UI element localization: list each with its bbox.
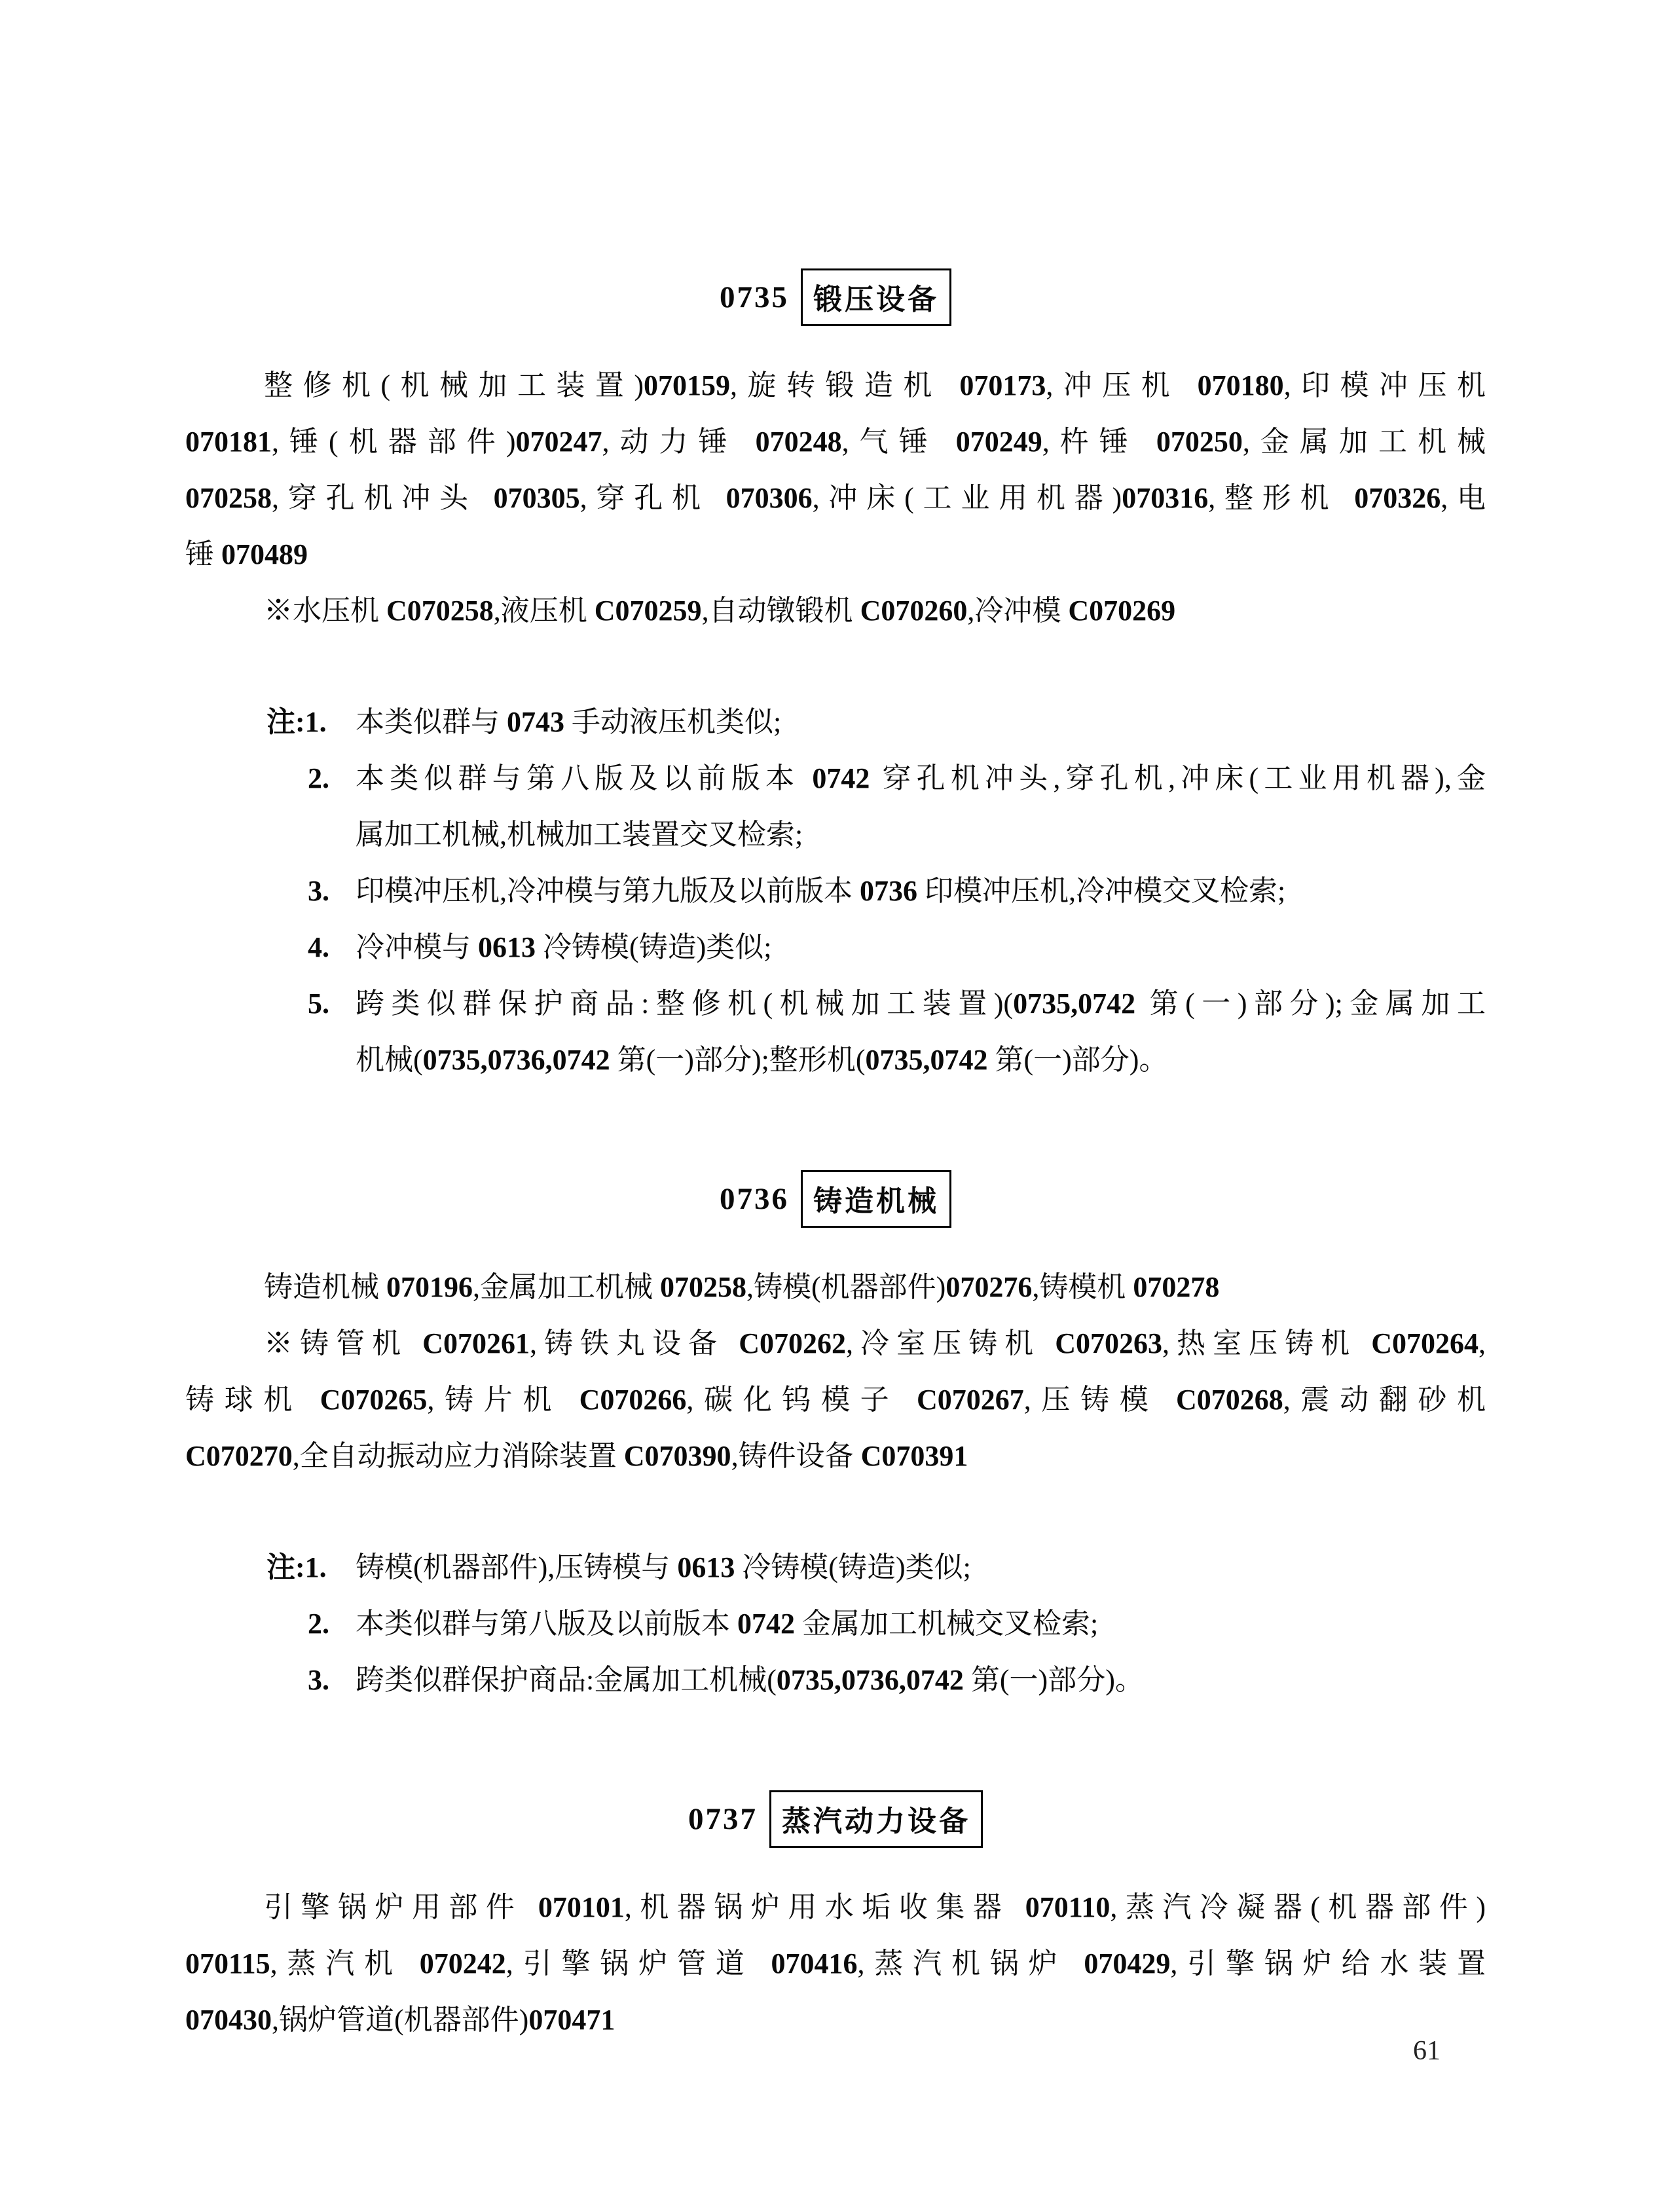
code-number: C070391 [860,1440,968,1472]
text-run: ※水压机 [264,595,386,627]
code-number: C070270 [185,1440,293,1472]
paragraph [185,583,1486,639]
section-code: 0736 [720,1182,789,1216]
code-number: 070278 [1133,1271,1220,1303]
code-number: 0743 [507,706,564,738]
text-run: ,蒸汽冷凝器(机器部件) [1110,1891,1486,1923]
code-number: 070101 [538,1891,625,1923]
notes [185,1539,1486,1708]
code-number: C070258 [386,595,494,627]
text-line [356,976,1486,1032]
code-number: 070196 [386,1271,473,1303]
code-number: 070316 [1122,482,1209,514]
text-line [185,1992,1486,2048]
code-number: C070259 [594,595,702,627]
text-run: 铸球机 [185,1384,320,1416]
text-line [356,919,1486,976]
code-number: 070430 [185,2004,272,2036]
text-run: 本类似群与第八版及以前版本 [356,762,813,794]
note-item [185,1596,1486,1652]
paragraph [185,358,1486,583]
text-run: 冷铸模(铸造)类似; [536,931,772,963]
text-run: ,印模冲压机 [1283,369,1486,401]
code-number: 070247 [515,426,602,458]
text-line [185,1879,1486,1936]
text-line [356,694,1486,750]
text-line [185,1936,1486,1992]
code-number: 0742 [737,1608,795,1640]
note-marker: 2. [308,762,329,794]
text-run: 第(一)部分)。 [987,1044,1168,1076]
section-title-box: 蒸汽动力设备 [769,1790,983,1848]
text-run: 印模冲压机,冷冲模交叉检索; [917,875,1286,907]
note-item [185,694,1486,750]
text-run: ,热室压铸机 [1162,1327,1372,1359]
section-0736 [185,1170,1486,1708]
text-line [185,1316,1486,1372]
code-number: 0742 [812,762,870,794]
note-marker: 3. [308,875,329,907]
text-run: 引擎锅炉用部件 [264,1891,538,1923]
text-run: ,震动翻砂机 [1283,1384,1486,1416]
code-number: 0735,0742 [1013,987,1136,1020]
text-run: ,液压机 [493,595,595,627]
text-line [356,750,1486,807]
text-run: ,蒸汽机锅炉 [857,1947,1084,1980]
text-run: ,穿孔机冲头 [272,482,494,514]
text-run: ,铸模(机器部件) [746,1271,946,1303]
text-run: ,锤(机器部件) [272,426,516,458]
paragraph [185,1259,1486,1316]
text-run: ,铸片机 [427,1384,579,1416]
text-line [356,1652,1486,1708]
text-run: 冷铸模(铸造)类似; [735,1551,971,1583]
note-marker: 3. [308,1664,329,1696]
note-item [185,863,1486,919]
note-item [185,976,1486,1088]
code-number: 070416 [771,1947,858,1980]
code-number: 070250 [1156,426,1243,458]
text-run: ,整形机 [1208,482,1355,514]
code-number: 070429 [1084,1947,1171,1980]
code-number: 0735,0736,0742 [776,1664,964,1696]
text-run: , [1478,1327,1486,1359]
text-run: 整修机(机械加工装置) [264,369,644,401]
text-line [185,470,1486,526]
text-line [185,583,1486,639]
text-line [185,1372,1486,1428]
text-run: ,碳化钨模子 [686,1384,917,1416]
code-number: C070264 [1371,1327,1479,1359]
text-run: 手动液压机类似; [564,706,782,738]
code-number: C070262 [739,1327,846,1359]
text-line [185,358,1486,414]
text-run: 第(一)部分)。 [963,1664,1144,1696]
section-code: 0737 [688,1802,758,1836]
code-number: 070258 [660,1271,746,1303]
text-run: ※铸管机 [264,1327,423,1359]
page-number: 61 [1413,2036,1441,2066]
text-line [356,1596,1486,1652]
text-run: 金属加工机械交叉检索; [795,1608,1099,1640]
text-run: 第(一)部分);金属加工 [1135,987,1486,1020]
text-run: ,冷冲模 [967,595,1069,627]
code-number: 0613 [677,1551,735,1583]
text-line [356,863,1486,919]
text-run: ,电 [1441,482,1486,514]
note-marker: 注:1. [266,1551,327,1583]
text-run: ,动力锤 [602,426,756,458]
section-heading [185,1790,1486,1848]
text-run: 第(一)部分);整形机( [610,1044,866,1076]
text-line [185,526,1486,583]
code-number: 0613 [478,931,536,963]
text-run: ,引擎锅炉管道 [505,1947,771,1980]
text-run: ,金属加工机械 [1242,426,1486,458]
section-0735 [185,268,1486,1088]
section-heading [185,268,1486,326]
note-marker: 5. [308,987,329,1020]
text-run: ,铸铁丸设备 [529,1327,739,1359]
code-number: 0735,0736,0742 [422,1044,610,1076]
text-run: ,自动镦锻机 [701,595,860,627]
text-run: ,铸模机 [1032,1271,1133,1303]
text-run: ,引擎锅炉给水装置 [1170,1947,1486,1980]
code-number: C070261 [422,1327,530,1359]
code-number: 070115 [185,1947,270,1980]
code-number: 070489 [221,538,308,570]
code-number: 070159 [644,369,731,401]
text-line [185,1259,1486,1316]
section-heading [185,1170,1486,1228]
text-run: ,冲床(工业用机器) [812,482,1122,514]
note-item [185,1539,1486,1596]
section-title-box: 锻压设备 [801,268,951,326]
text-run: 机械( [356,1044,423,1076]
text-run: 跨类似群保护商品:金属加工机械( [356,1664,777,1696]
text-run: 本类似群与 [356,706,507,738]
note-item [185,750,1486,863]
paragraph [185,1316,1486,1484]
note-marker: 4. [308,931,329,963]
code-number: 070242 [419,1947,506,1980]
note-marker: 2. [308,1608,329,1640]
text-run: ,金属加工机械 [473,1271,660,1303]
text-run: 跨类似群保护商品:整修机(机械加工装置)( [356,987,1014,1020]
section-title-box: 铸造机械 [801,1170,951,1228]
code-number: C070268 [1176,1384,1283,1416]
note-marker: 注:1. [266,706,327,738]
text-line [185,414,1486,470]
text-run: 铸造机械 [264,1271,386,1303]
section-code: 0735 [720,280,789,314]
code-number: C070265 [320,1384,428,1416]
text-run: ,旋转锻造机 [730,369,960,401]
note-item [185,919,1486,976]
text-run: ,压铸模 [1023,1384,1176,1416]
text-run: 属加工机械,机械加工装置交叉检索; [356,819,803,851]
text-line [356,1032,1486,1088]
text-run: ,全自动振动应力消除装置 [292,1440,624,1472]
text-run: ,穿孔机 [579,482,726,514]
code-number: C070390 [623,1440,731,1472]
text-run: 冷冲模与 [356,931,478,963]
code-number: 070173 [959,369,1046,401]
code-number: 070249 [955,426,1042,458]
code-number: 070306 [725,482,813,514]
code-number: C070263 [1055,1327,1163,1359]
note-item [185,1652,1486,1708]
text-run: 铸模(机器部件),压铸模与 [356,1551,678,1583]
code-number: 070471 [528,2004,615,2036]
text-run: ,蒸汽机 [270,1947,420,1980]
text-run: 锤 [185,538,221,570]
code-number: C070269 [1068,595,1176,627]
code-number: 070305 [493,482,580,514]
text-run: ,冲压机 [1046,369,1198,401]
document-content [185,268,1486,2048]
text-run: ,杵锤 [1042,426,1156,458]
code-number: 070326 [1354,482,1441,514]
text-run: ,气锤 [841,426,956,458]
text-line [356,1539,1486,1596]
text-run: ,冷室压铸机 [845,1327,1056,1359]
code-number: 070248 [755,426,842,458]
text-run: 本类似群与第八版及以前版本 [356,1608,737,1640]
code-number: 0736 [860,875,917,907]
notes [185,694,1486,1088]
text-run: 印模冲压机,冷冲模与第九版及以前版本 [356,875,860,907]
text-line [356,807,1486,863]
text-line [185,1428,1486,1484]
code-number: C070260 [860,595,968,627]
code-number: 070180 [1197,369,1284,401]
code-number: C070267 [916,1384,1024,1416]
code-number: 070258 [185,482,272,514]
code-number: 070181 [185,426,272,458]
code-number: C070266 [579,1384,687,1416]
code-number: 070276 [946,1271,1033,1303]
section-0737 [185,1790,1486,2048]
code-number: 0735,0742 [865,1044,988,1076]
text-run: ,锅炉管道(机器部件) [272,2004,529,2036]
text-run: ,铸件设备 [731,1440,861,1472]
text-run: 穿孔机冲头,穿孔机,冲床(工业用机器),金 [870,762,1486,794]
text-run: ,机器锅炉用水垢收集器 [624,1891,1025,1923]
paragraph [185,1879,1486,2048]
code-number: 070110 [1025,1891,1111,1923]
